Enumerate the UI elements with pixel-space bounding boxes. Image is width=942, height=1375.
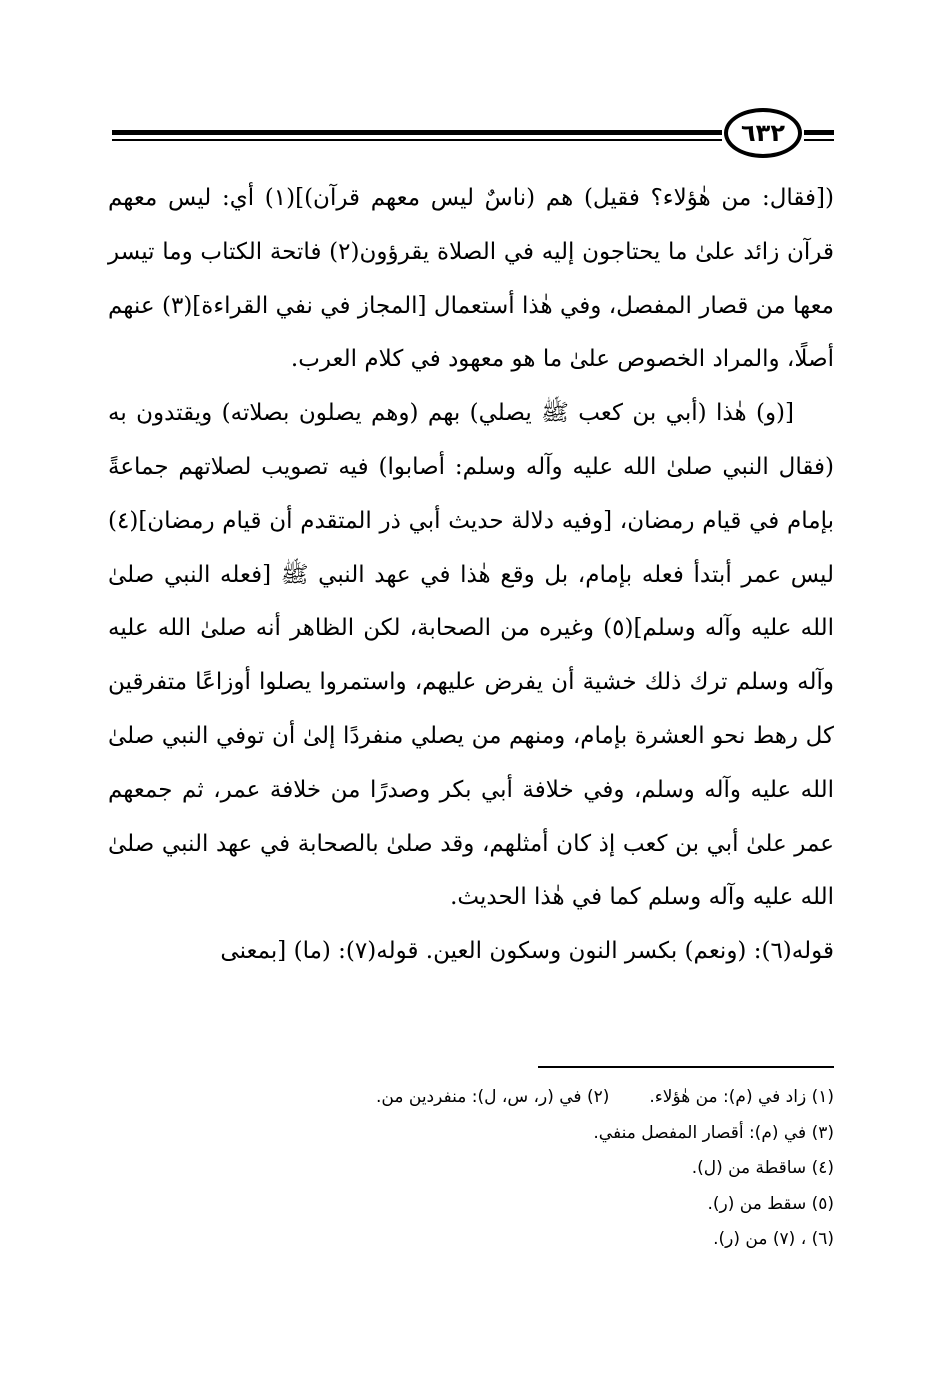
page-header <box>112 108 834 158</box>
paragraph-3: قوله(٦): (ونعم) بكسر النون وسكون العين. قوله(٧): (ما) [بمعنى <box>220 938 834 965</box>
footnote-1: (١) زاد في (م): من هٰؤلاء. <box>649 1087 834 1107</box>
body-text <box>108 172 834 979</box>
header-rule-right <box>804 130 834 135</box>
footnote-row-1 <box>108 1080 834 1116</box>
paragraph-2: [(و) هٰذا (أبي بن كعب ﷺ يصلي) بهم (وهم يصلون بصلاته) ويقتدون به (فقال النبي صلىٰ الله عليه وآله وسلم: أصابوا) فيه تصويب لصلاتهم جماعةً بإمام في قيام رمضان، [وفيه دلالة حديث أبي ذر المتقدم أن قيام رمضان](٤) ليس عمر أبتدأ فعله بإمام، بل وقع هٰذا في عهد النبي ﷺ [فعله النبي صلىٰ الله عليه وآله وسلم](٥) وغيره من الصحابة، لكن الظاهر أنه صلىٰ الله عليه وآله وسلم ترك ذلك خشية أن يفرض عليهم، واستمروا يصلوا أوزاعًا متفرقين كل رهط نحو العشرة بإمام، ومنهم من يصلي منفردًا إلىٰ أن توفي النبي صلىٰ الله عليه وآله وسلم، وفي خلافة أبي بكر وصدرًا من خلافة عمر، ثم جمعهم عمر علىٰ أبي بن كعب إذ كان أمثلهم، وقد صلىٰ بالصحابة في عهد النبي صلىٰ الله عليه وآله وسلم كما في هٰذا الحديث. <box>108 400 834 911</box>
footnotes <box>108 1080 834 1258</box>
page-number-badge <box>724 108 802 158</box>
paragraph-1: ([فقال: من هٰؤلاء؟ فقيل) هم (ناسٌ ليس معهم قرآن)](١) أي: ليس معهم قرآن زائد علىٰ ما يحتاجون إليه في الصلاة يقرؤون(٢) فاتحة الكتاب وما تيسر معها من قصار المفصل، وفي هٰذا أستعمال [المجاز في نفي القراءة](٣) عنهم أصلًا، والمراد الخصوص علىٰ ما هو معهود في كلام العرب. <box>108 185 835 373</box>
footnote-5: (٥) سقط من (ر). <box>707 1193 834 1214</box>
footnote-4: (٤) ساقطة من (ل). <box>691 1158 834 1178</box>
header-rule-right-thin <box>804 139 834 141</box>
page-number: ٦٣٢ <box>741 119 785 147</box>
footnote-separator <box>538 1066 834 1068</box>
footnote-3: (٣) في (م): أقصار المفصل منفي. <box>593 1122 834 1143</box>
header-rule-thin <box>112 139 722 141</box>
footnote-6-7: (٦) ، (٧) من (ر). <box>713 1229 834 1249</box>
footnote-2: (٢) في (ر، س، ل): منفردين من. <box>376 1087 610 1107</box>
header-rule-thick <box>112 130 722 135</box>
